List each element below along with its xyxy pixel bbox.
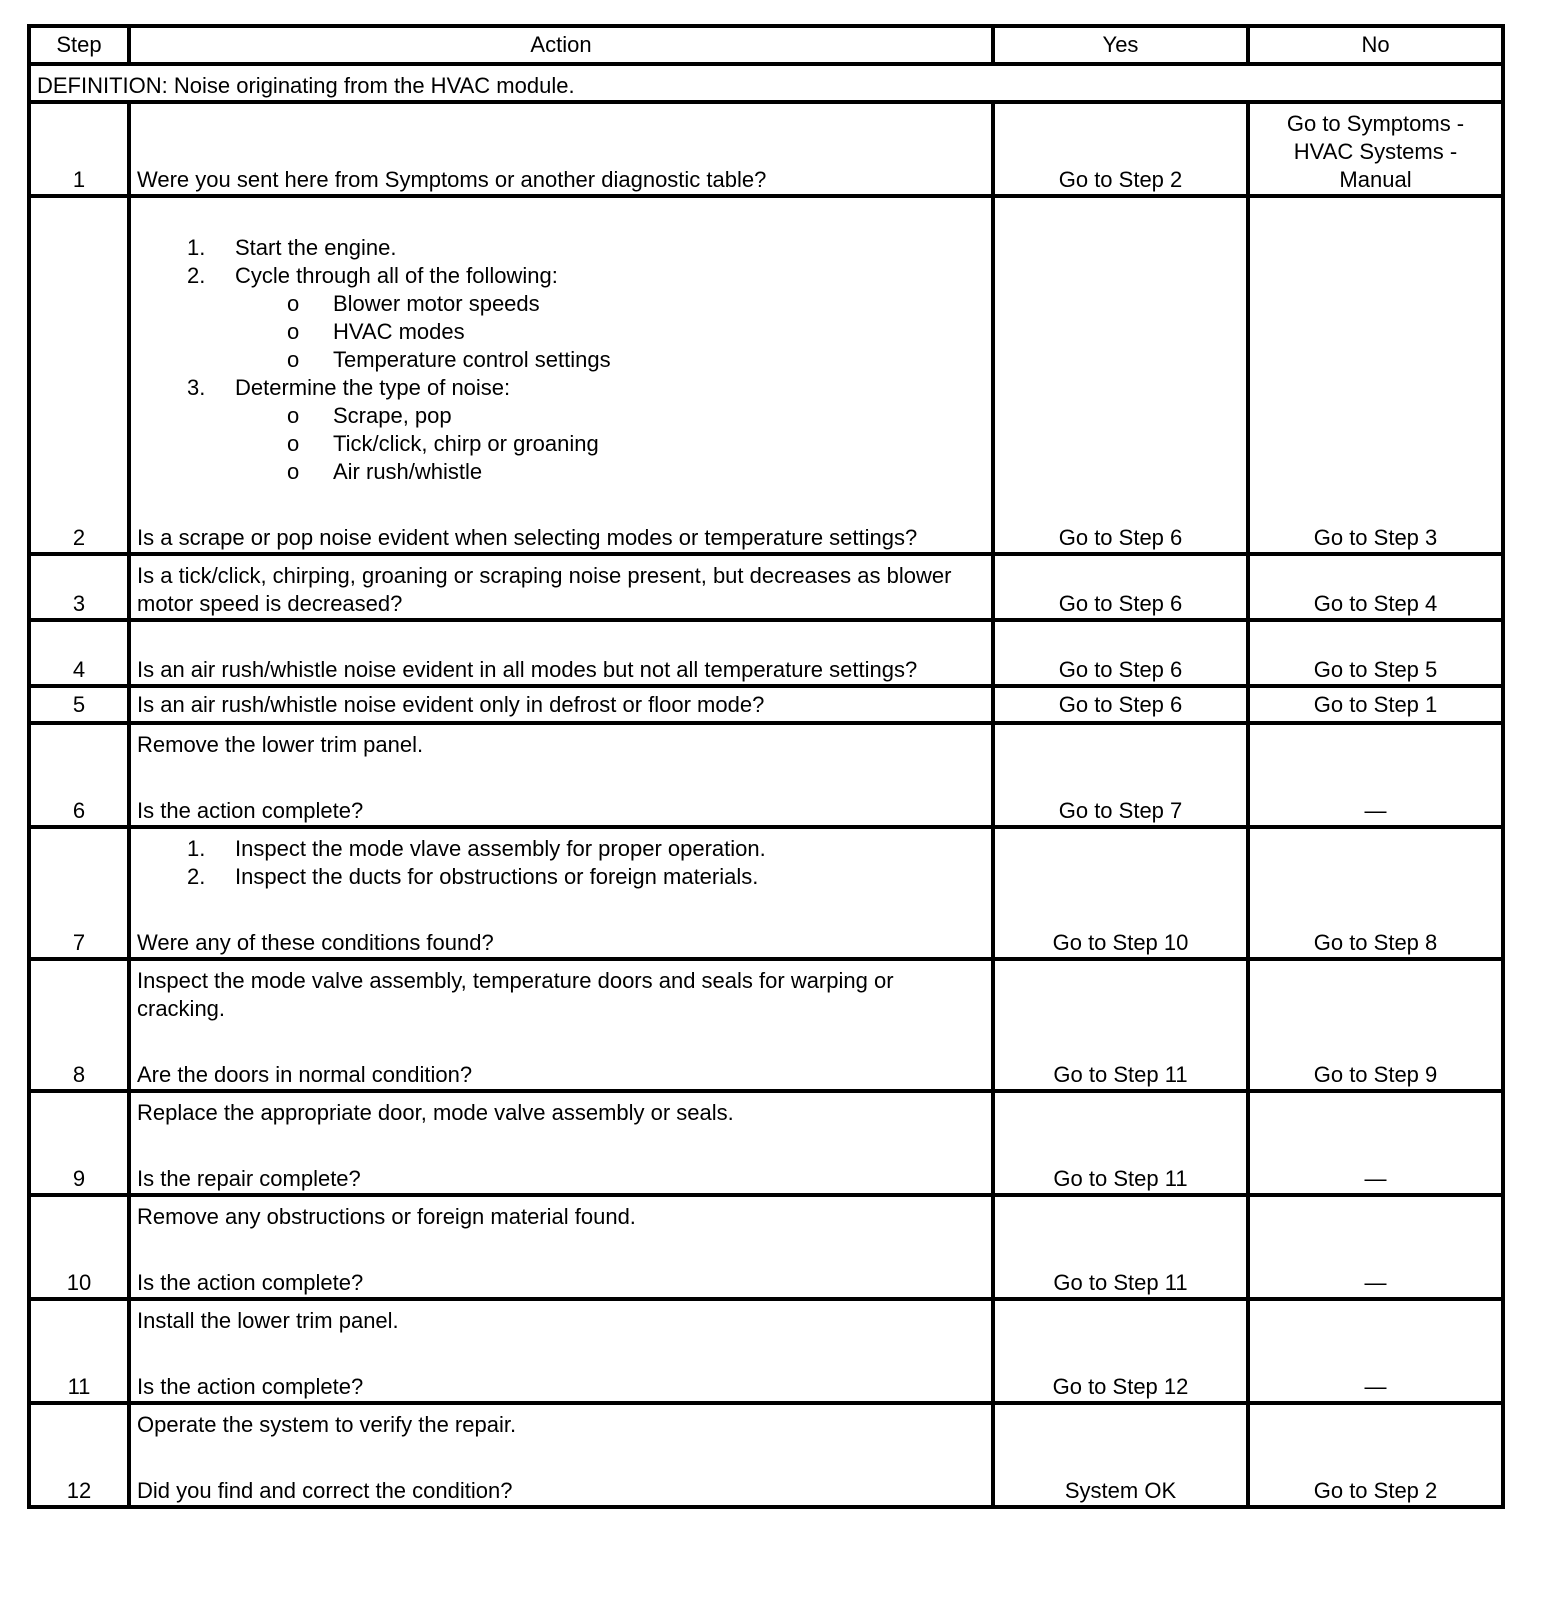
action-instruction: Inspect the mode valve assembly, temperature doors and seals for warping or cracking. — [137, 968, 894, 1021]
action-cell — [129, 554, 993, 620]
table-row — [29, 1299, 1503, 1403]
step-number: 12 — [29, 1403, 129, 1507]
action-instruction: Replace the appropriate door, mode valve assembly or seals. — [137, 1100, 734, 1125]
action-instruction: Install the lower trim panel. — [137, 1308, 399, 1333]
yes-cell: Go to Step 10 — [993, 827, 1248, 959]
sub-list — [235, 402, 985, 486]
yes-cell: Go to Step 12 — [993, 1299, 1248, 1403]
sub-item — [137, 346, 985, 374]
procedure-list — [137, 234, 985, 486]
bullet-icon: o — [287, 319, 300, 344]
bullet-icon: o — [287, 403, 300, 428]
bullet-icon: o — [287, 431, 300, 456]
no-line: Manual — [1339, 167, 1412, 192]
action-question: Is an air rush/whistle noise evident in all modes but not all temperature settings? — [137, 657, 918, 682]
yes-cell: Go to Step 6 — [993, 554, 1248, 620]
table-row — [29, 1403, 1503, 1507]
sub-item-text: Temperature control settings — [333, 347, 611, 372]
action-question: Is the action complete? — [137, 1374, 364, 1399]
sub-item-text: HVAC modes — [333, 319, 465, 344]
step-number: 9 — [29, 1091, 129, 1195]
action-question: Is the repair complete? — [137, 1166, 361, 1191]
action-cell — [129, 1091, 993, 1195]
action-question: Is the action complete? — [137, 798, 364, 823]
definition-text: DEFINITION: Noise originating from the HVAC module. — [29, 64, 1503, 102]
step-number: 6 — [29, 723, 129, 827]
item-text: Inspect the ducts for obstructions or foreign materials. — [235, 864, 759, 889]
table-row — [29, 827, 1503, 959]
procedure-item — [137, 374, 985, 486]
action-question: Is a tick/click, chirping, groaning or scraping noise present, but decreases as blower motor speed is decreased? — [137, 563, 952, 616]
step-number: 2 — [29, 196, 129, 554]
action-question: Were any of these conditions found? — [137, 930, 494, 955]
table-row — [29, 1091, 1503, 1195]
table-row — [29, 686, 1503, 723]
no-cell: — — [1248, 1091, 1503, 1195]
table-row — [29, 723, 1503, 827]
no-cell: Go to Step 4 — [1248, 554, 1503, 620]
step-number: 4 — [29, 620, 129, 686]
yes-cell: Go to Step 6 — [993, 196, 1248, 554]
action-cell — [129, 1299, 993, 1403]
header-row — [29, 26, 1503, 64]
item-number: 3. — [187, 375, 206, 400]
yes-cell: Go to Step 6 — [993, 686, 1248, 723]
action-cell — [129, 196, 993, 554]
no-line: HVAC Systems - — [1293, 139, 1458, 164]
action-instruction: Remove the lower trim panel. — [137, 732, 424, 757]
sub-item — [137, 430, 985, 458]
sub-item-text: Air rush/whistle — [333, 459, 483, 484]
yes-cell: Go to Step 11 — [993, 959, 1248, 1091]
action-cell — [129, 827, 993, 959]
procedure-item — [137, 234, 985, 262]
header-no: No — [1248, 26, 1503, 64]
table-row — [29, 102, 1503, 196]
action-question: Is the action complete? — [137, 1270, 364, 1295]
no-cell: Go to Step 5 — [1248, 620, 1503, 686]
step-number: 5 — [29, 686, 129, 723]
item-number: 1. — [187, 836, 206, 861]
no-cell: Go to Step 2 — [1248, 1403, 1503, 1507]
procedure-item — [137, 835, 985, 863]
sub-list — [235, 290, 985, 374]
no-cell: Go to Step 9 — [1248, 959, 1503, 1091]
table-row — [29, 196, 1503, 554]
yes-cell: Go to Step 2 — [993, 102, 1248, 196]
action-question: Were you sent here from Symptoms or another diagnostic table? — [137, 167, 767, 192]
no-cell: — — [1248, 723, 1503, 827]
action-cell — [129, 686, 993, 723]
no-line: Go to Symptoms - — [1286, 111, 1465, 136]
table-row — [29, 959, 1503, 1091]
definition-row — [29, 64, 1503, 102]
step-number: 1 — [29, 102, 129, 196]
action-cell — [129, 959, 993, 1091]
sub-item-text: Blower motor speeds — [333, 291, 540, 316]
header-action: Action — [129, 26, 993, 64]
yes-cell: Go to Step 6 — [993, 620, 1248, 686]
item-text: Start the engine. — [235, 235, 397, 260]
table-row — [29, 1195, 1503, 1299]
yes-cell: Go to Step 11 — [993, 1195, 1248, 1299]
sub-item — [137, 458, 985, 486]
action-cell — [129, 620, 993, 686]
no-cell: Go to Step 1 — [1248, 686, 1503, 723]
yes-cell: Go to Step 11 — [993, 1091, 1248, 1195]
no-cell: Go to Step 8 — [1248, 827, 1503, 959]
no-cell — [1248, 102, 1503, 196]
sub-item — [137, 290, 985, 318]
action-instruction: Operate the system to verify the repair. — [137, 1412, 517, 1437]
yes-cell: System OK — [993, 1403, 1248, 1507]
bullet-icon: o — [287, 347, 300, 372]
step-number: 8 — [29, 959, 129, 1091]
sub-item-text: Tick/click, chirp or groaning — [333, 431, 599, 456]
procedure-item — [137, 863, 985, 891]
no-cell: — — [1248, 1299, 1503, 1403]
action-question: Did you find and correct the condition? — [137, 1478, 513, 1503]
item-text: Inspect the mode vlave assembly for proper operation. — [235, 836, 766, 861]
item-number: 1. — [187, 235, 206, 260]
yes-cell: Go to Step 7 — [993, 723, 1248, 827]
sub-item — [137, 402, 985, 430]
item-text: Determine the type of noise: — [235, 375, 511, 400]
action-question: Are the doors in normal condition? — [137, 1062, 473, 1087]
bullet-icon: o — [287, 291, 300, 316]
procedure-list — [137, 835, 985, 891]
header-step: Step — [29, 26, 129, 64]
action-question: Is a scrape or pop noise evident when selecting modes or temperature settings? — [137, 525, 918, 550]
step-number: 10 — [29, 1195, 129, 1299]
step-number: 3 — [29, 554, 129, 620]
no-cell: Go to Step 3 — [1248, 196, 1503, 554]
action-cell — [129, 102, 993, 196]
no-cell: — — [1248, 1195, 1503, 1299]
item-number: 2. — [187, 263, 206, 288]
diagnostic-table — [27, 24, 1505, 1509]
action-cell — [129, 723, 993, 827]
action-instruction: Remove any obstructions or foreign material found. — [137, 1204, 636, 1229]
step-number: 11 — [29, 1299, 129, 1403]
header-yes: Yes — [993, 26, 1248, 64]
action-cell — [129, 1195, 993, 1299]
step-number: 7 — [29, 827, 129, 959]
item-number: 2. — [187, 864, 206, 889]
table-row — [29, 554, 1503, 620]
procedure-item — [137, 262, 985, 374]
item-text: Cycle through all of the following: — [235, 263, 558, 288]
action-question: Is an air rush/whistle noise evident only in defrost or floor mode? — [137, 691, 765, 717]
sub-item-text: Scrape, pop — [333, 403, 452, 428]
bullet-icon: o — [287, 459, 300, 484]
action-cell — [129, 1403, 993, 1507]
table-row — [29, 620, 1503, 686]
sub-item — [137, 318, 985, 346]
